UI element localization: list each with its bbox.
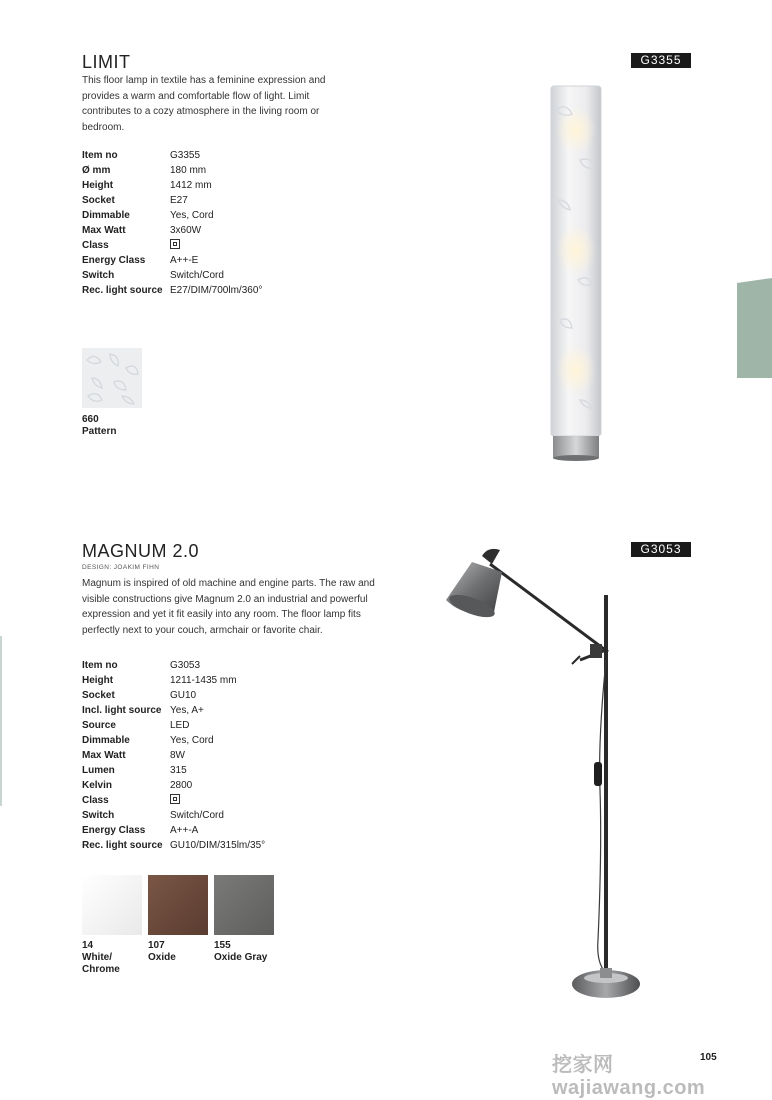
magnum-title: MAGNUM 2.0 bbox=[82, 541, 200, 561]
spec-value: E27/DIM/700lm/360° bbox=[170, 285, 263, 296]
spec-row bbox=[82, 688, 265, 703]
spec-label: Lumen bbox=[82, 765, 115, 776]
spec-label: Rec. light source bbox=[82, 285, 163, 296]
spec-row bbox=[82, 703, 265, 718]
limit-lamp-image bbox=[420, 70, 692, 490]
spec-value: 1412 mm bbox=[170, 180, 212, 191]
spec-row bbox=[82, 763, 265, 778]
spec-value: 2800 bbox=[170, 780, 193, 791]
spec-label: Class bbox=[82, 240, 109, 251]
spec-label: Incl. light source bbox=[82, 705, 162, 716]
spec-label: Item no bbox=[82, 150, 118, 161]
spec-row bbox=[82, 673, 265, 688]
section-side-tab bbox=[737, 278, 772, 378]
spec-label: Max Watt bbox=[82, 750, 126, 761]
spec-label: Dimmable bbox=[82, 735, 130, 746]
swatch-number: 660 bbox=[82, 414, 99, 425]
magnum-swatch-white-chrome bbox=[82, 875, 142, 935]
swatch-number: 107 bbox=[148, 940, 165, 951]
magnum-description: Magnum is inspired of old machine and engine parts. The raw and visible constructions give Magnum 2.0 an industrial and powerful expression and yet it fit easily into any room. The floor lamp fits perfectly next to your couch, armchair or favorite chair. bbox=[82, 578, 375, 636]
spec-value bbox=[170, 793, 180, 808]
spec-label: Height bbox=[82, 675, 114, 686]
spec-row bbox=[82, 208, 262, 223]
magnum-swatch-oxide bbox=[148, 875, 208, 935]
spec-value: Yes, A+ bbox=[170, 705, 204, 716]
spec-label: Max Watt bbox=[82, 225, 126, 236]
spec-value: 315 bbox=[170, 765, 187, 776]
magnum-code-badge: G3053 bbox=[631, 542, 691, 557]
limit-description: This floor lamp in textile has a feminine expression and provides a warm and comfortable flow of light. Limit contributes to a cozy atmosphere in the living room or bedroom. bbox=[82, 75, 326, 133]
spec-row bbox=[82, 148, 262, 163]
spec-row bbox=[82, 658, 265, 673]
magnum-swatch-label bbox=[148, 940, 212, 964]
spec-value: A++-E bbox=[170, 255, 199, 266]
spec-row bbox=[82, 748, 265, 763]
magnum-spec-table bbox=[82, 658, 265, 853]
spec-label: Class bbox=[82, 795, 109, 806]
swatch-name: Pattern bbox=[82, 426, 117, 437]
spec-value: A++-A bbox=[170, 825, 199, 836]
spec-row bbox=[82, 793, 265, 808]
page-number: 105 bbox=[700, 1052, 717, 1063]
spec-row bbox=[82, 268, 262, 283]
class-ii-icon bbox=[170, 794, 180, 804]
spec-value: 3x60W bbox=[170, 225, 202, 236]
spec-value: Switch/Cord bbox=[170, 270, 224, 281]
spec-row bbox=[82, 253, 262, 268]
spec-value: LED bbox=[170, 720, 190, 731]
watermark: 挖家网 wajiawang.com bbox=[552, 1054, 706, 1099]
left-edge-marker bbox=[0, 636, 2, 806]
spec-label: Switch bbox=[82, 810, 115, 821]
spec-label: Source bbox=[82, 720, 116, 731]
spec-value: G3355 bbox=[170, 150, 201, 161]
spec-row bbox=[82, 718, 265, 733]
spec-row bbox=[82, 178, 262, 193]
spec-value bbox=[170, 238, 180, 253]
magnum-swatch-label bbox=[214, 940, 278, 964]
spec-row bbox=[82, 778, 265, 793]
spec-row bbox=[82, 733, 265, 748]
spec-label: Switch bbox=[82, 270, 115, 281]
spec-row bbox=[82, 283, 262, 298]
spec-value: GU10 bbox=[170, 690, 197, 701]
limit-swatch-pattern bbox=[82, 348, 142, 408]
spec-row bbox=[82, 238, 262, 253]
spec-label: Height bbox=[82, 180, 114, 191]
spec-row bbox=[82, 223, 262, 238]
spec-value: E27 bbox=[170, 195, 188, 206]
swatch-number: 14 bbox=[82, 940, 94, 951]
magnum-lamp-image bbox=[430, 540, 680, 1010]
limit-swatch-label bbox=[82, 414, 146, 438]
spec-label: Kelvin bbox=[82, 780, 113, 791]
spec-row bbox=[82, 193, 262, 208]
limit-code-badge: G3355 bbox=[631, 53, 691, 68]
spec-value: G3053 bbox=[170, 660, 201, 671]
limit-spec-table bbox=[82, 148, 262, 298]
spec-value: Switch/Cord bbox=[170, 810, 224, 821]
spec-value: 1211-1435 mm bbox=[170, 675, 237, 686]
swatch-name: Oxide bbox=[148, 952, 176, 963]
spec-row bbox=[82, 163, 262, 178]
limit-title: LIMIT bbox=[82, 52, 131, 72]
magnum-swatch-oxide-gray bbox=[214, 875, 274, 935]
spec-label: Dimmable bbox=[82, 210, 130, 221]
spec-label: Ø mm bbox=[82, 165, 111, 176]
swatch-name: Oxide Gray bbox=[214, 952, 268, 963]
spec-label: Rec. light source bbox=[82, 840, 163, 851]
spec-value: GU10/DIM/315lm/35° bbox=[170, 840, 266, 851]
spec-label: Energy Class bbox=[82, 825, 146, 836]
spec-value: 180 mm bbox=[170, 165, 207, 176]
magnum-swatch-label bbox=[82, 940, 146, 976]
spec-label: Item no bbox=[82, 660, 118, 671]
spec-row bbox=[82, 808, 265, 823]
spec-value: 8W bbox=[170, 750, 185, 761]
spec-value: Yes, Cord bbox=[170, 735, 214, 746]
spec-row bbox=[82, 823, 265, 838]
spec-label: Energy Class bbox=[82, 255, 146, 266]
magnum-designer: DESIGN: JOAKIM FIHN bbox=[82, 564, 160, 571]
class-ii-icon bbox=[170, 239, 180, 249]
spec-row bbox=[82, 838, 265, 853]
spec-label: Socket bbox=[82, 195, 115, 206]
swatch-name: White/ Chrome bbox=[82, 952, 120, 975]
spec-label: Socket bbox=[82, 690, 115, 701]
swatch-number: 155 bbox=[214, 940, 231, 951]
spec-value: Yes, Cord bbox=[170, 210, 214, 221]
